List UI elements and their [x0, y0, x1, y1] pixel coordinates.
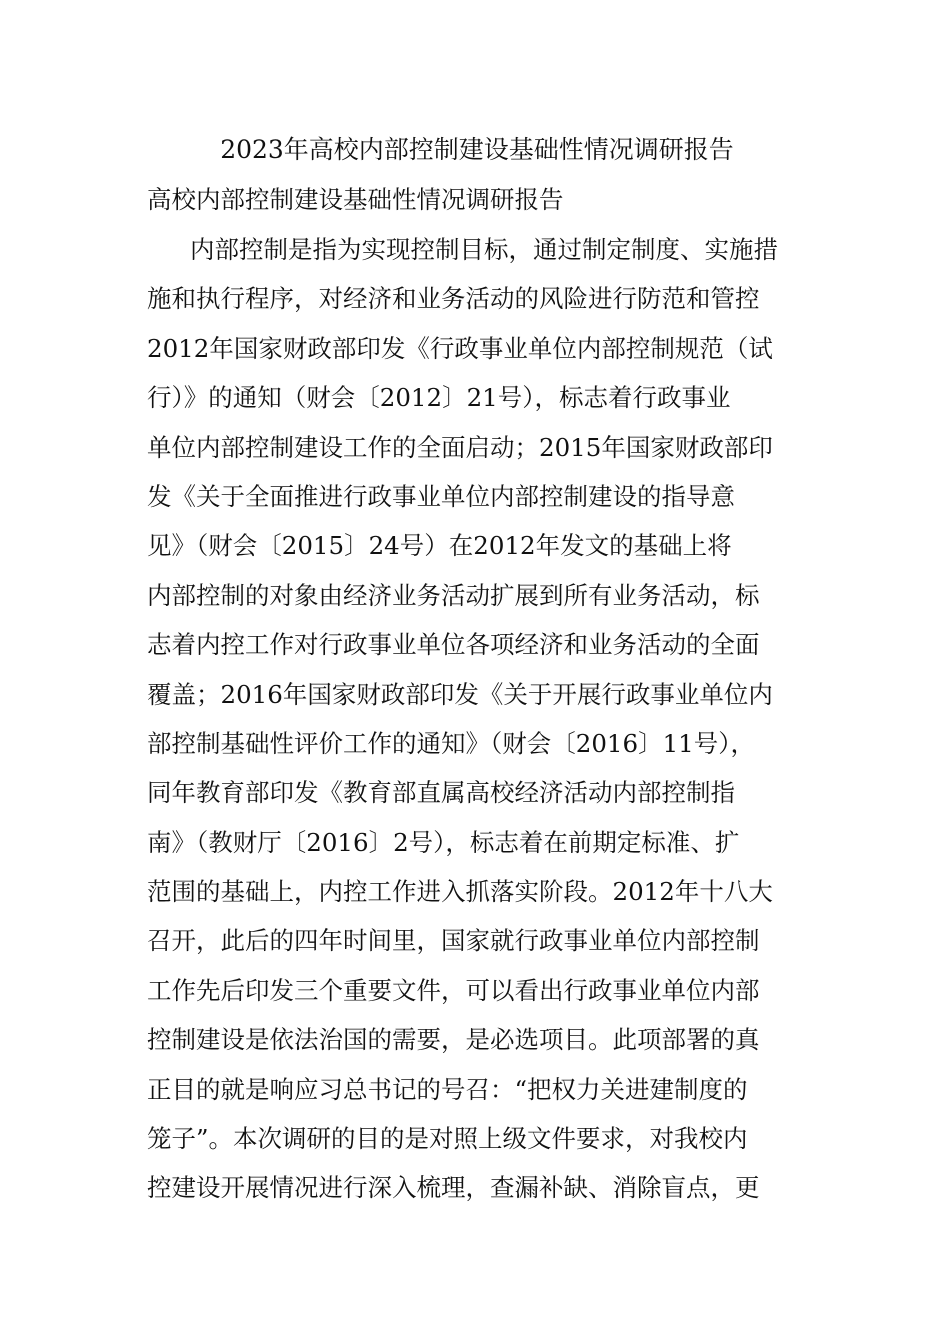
- document-title: 2023年高校内部控制建设基础性情况调研报告: [220, 135, 734, 164]
- body-text: [147, 230, 847, 1218]
- body-line: 2012年国家财政部印发《行政事业单位内部控制规范（试: [147, 333, 773, 363]
- body-line: 控制建设是依法治国的需要，是必选项目。此项部署的真: [147, 1025, 760, 1055]
- body-line: 内部控制是指为实现控制目标，通过制定制度、实施措: [190, 235, 778, 264]
- body-line: 行）》的通知（财会〔2012〕21号），标志着行政事业: [147, 383, 731, 413]
- body-line: 覆盖；2016年国家财政部印发《关于开展行政事业单位内: [147, 679, 773, 709]
- body-line: 范围的基础上，内控工作进入抓落实阶段。2012年十八大: [147, 877, 773, 907]
- body-line: 部控制基础性评价工作的通知》（财会〔2016〕11号），: [147, 728, 756, 758]
- body-line: 见》（财会〔2015〕24号）在2012年发文的基础上将: [147, 531, 732, 561]
- body-line: 内部控制的对象由经济业务活动扩展到所有业务活动，标: [147, 580, 760, 610]
- body-line: 正目的就是响应习总书记的号召：“把权力关进建制度的: [147, 1074, 748, 1104]
- body-line: 单位内部控制建设工作的全面启动；2015年国家财政部印: [147, 432, 773, 462]
- document-subtitle: 高校内部控制建设基础性情况调研报告: [147, 185, 564, 214]
- body-line: 同年教育部印发《教育部直属高校经济活动内部控制指: [147, 778, 735, 808]
- body-line: 志着内控工作对行政事业单位各项经济和业务活动的全面: [147, 630, 760, 660]
- body-line: 南》（教财厅〔2016〕2号），标志着在前期定标准、扩: [147, 827, 740, 857]
- body-line: 工作先后印发三个重要文件，可以看出行政事业单位内部: [147, 975, 760, 1005]
- body-line: 发《关于全面推进行政事业单位内部控制建设的指导意: [147, 481, 735, 511]
- body-line: 笼子”。本次调研的目的是对照上级文件要求，对我校内: [147, 1124, 748, 1154]
- body-line: 召开，此后的四年时间里，国家就行政事业单位内部控制: [147, 926, 760, 956]
- body-line: 施和执行程序，对经济和业务活动的风险进行防范和管控: [147, 284, 760, 314]
- body-line: 控建设开展情况进行深入梳理，查漏补缺、消除盲点，更: [147, 1173, 760, 1203]
